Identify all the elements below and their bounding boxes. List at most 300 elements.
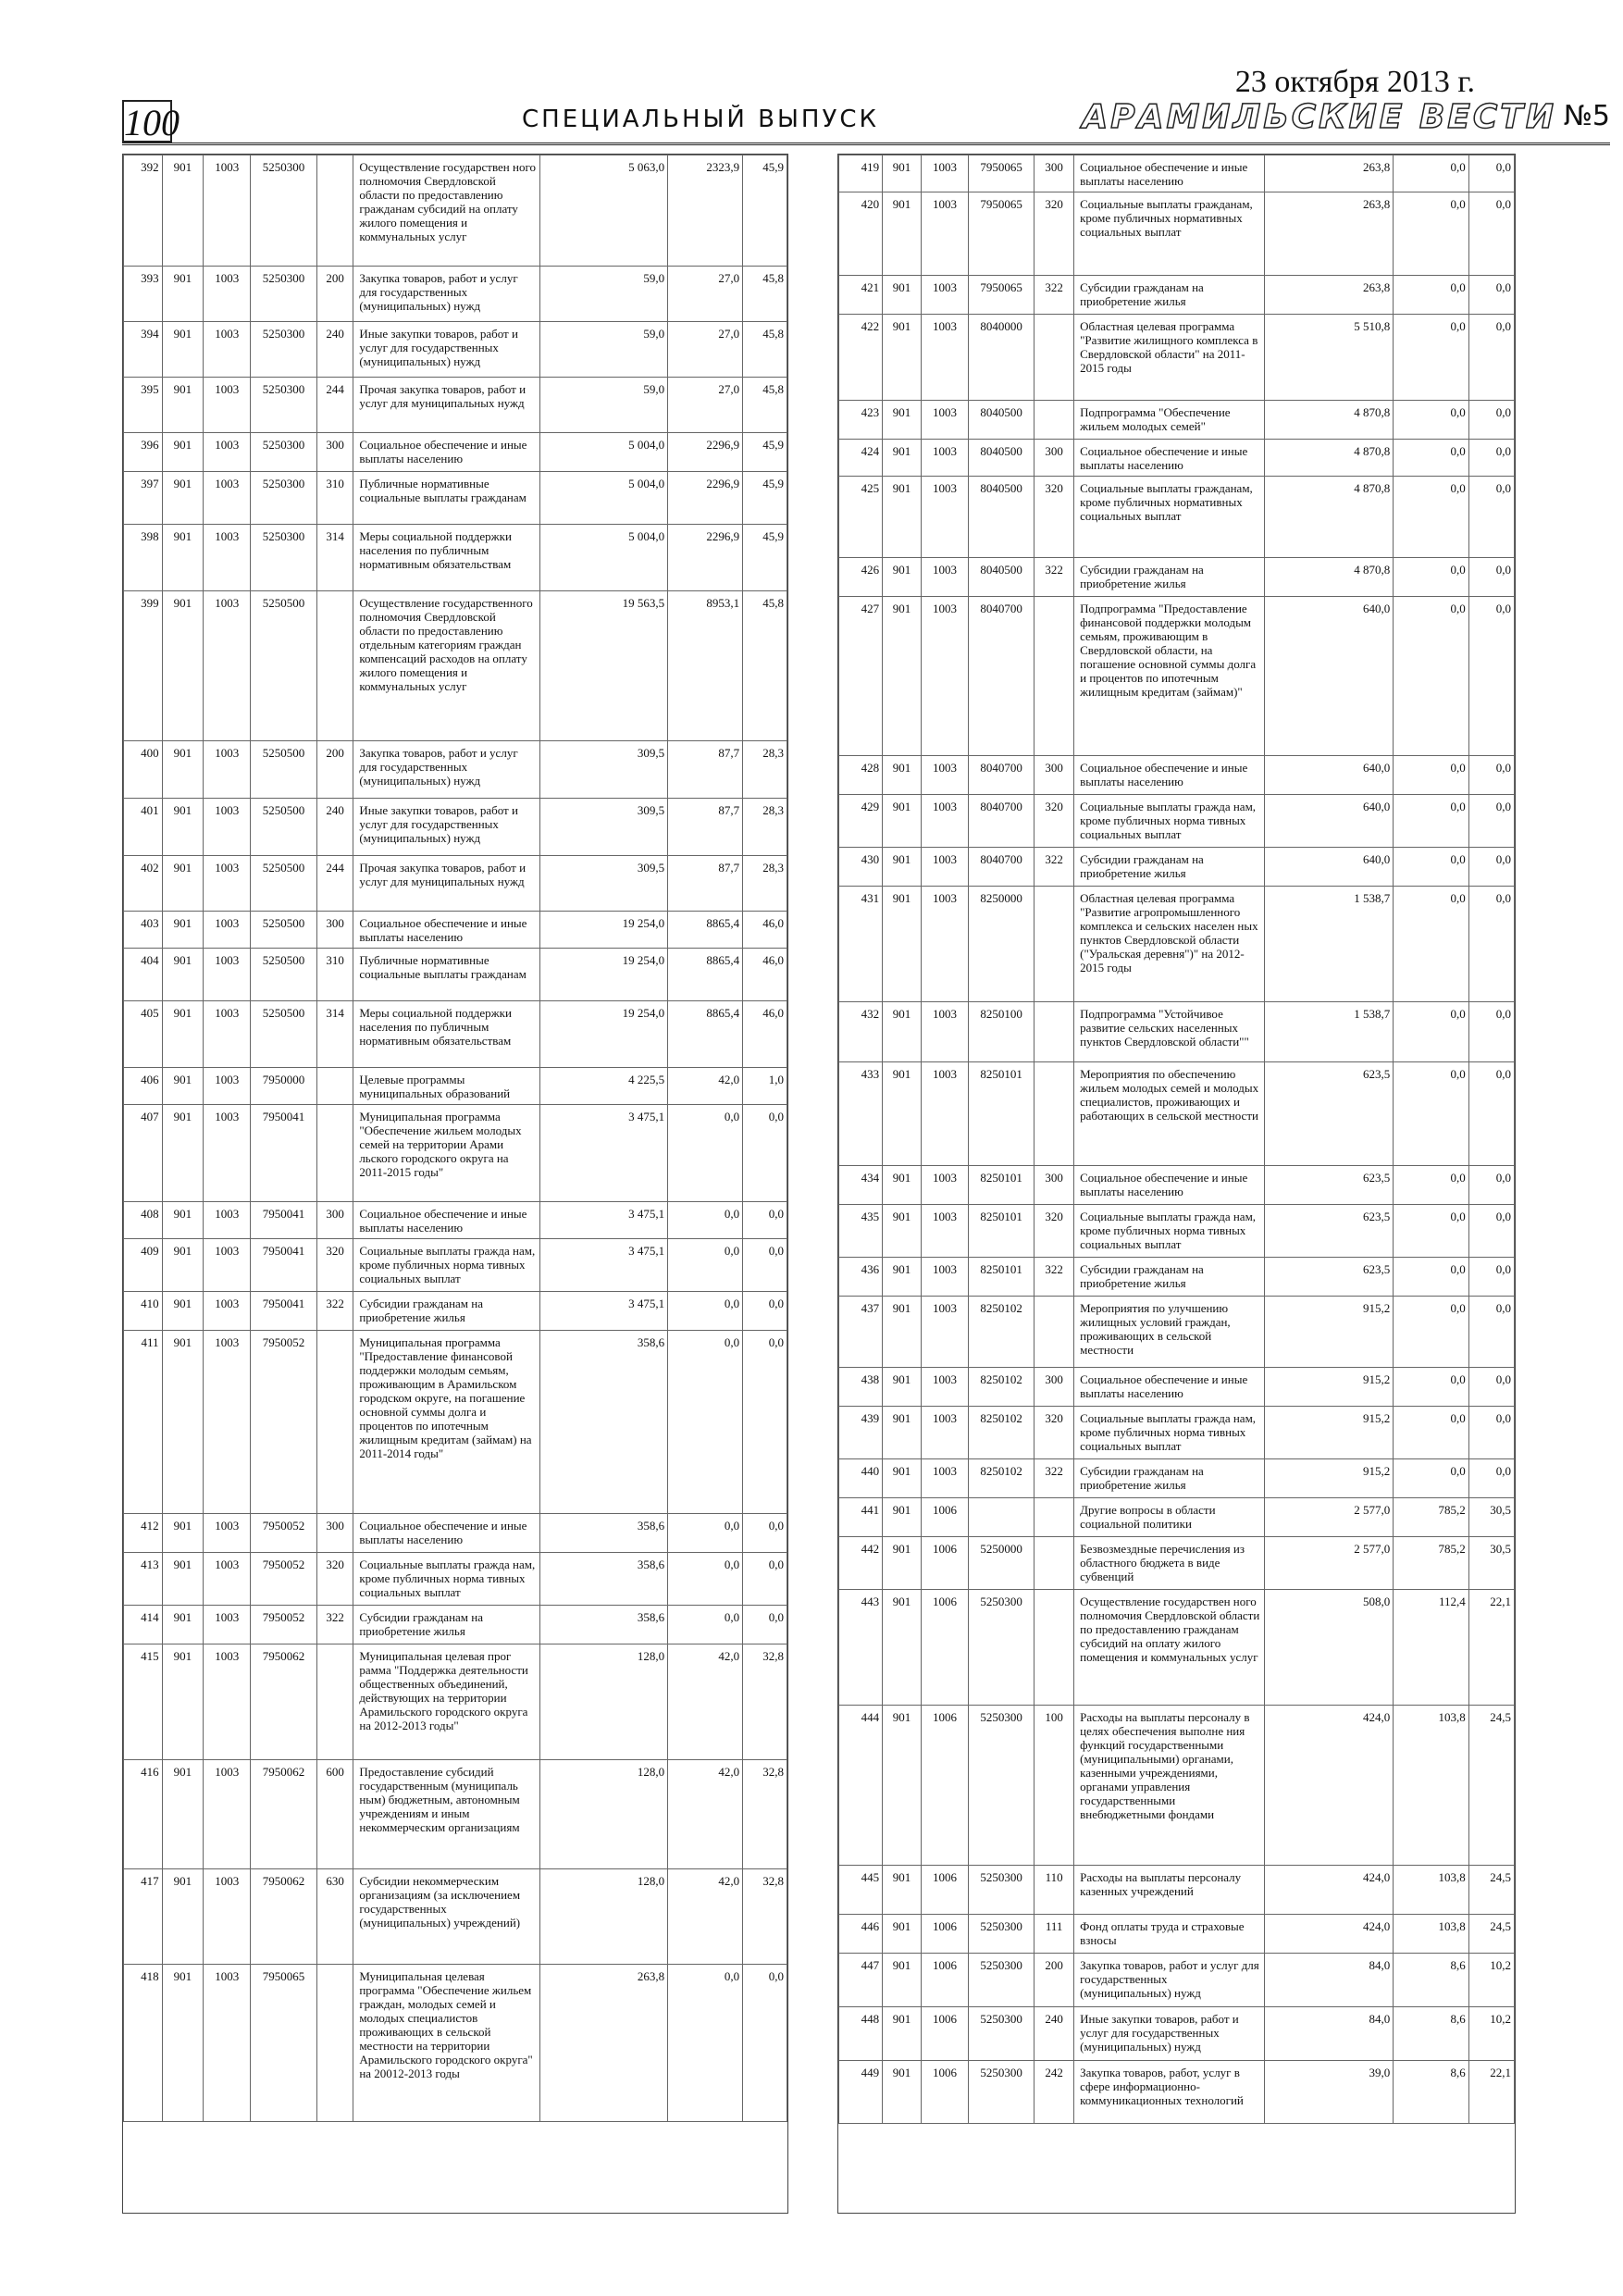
planned-amount-cell: 4 870,8 (1265, 477, 1394, 558)
section-code-cell: 1003 (921, 597, 968, 756)
department-code-cell: 901 (883, 1368, 922, 1407)
row-number-cell: 403 (124, 912, 163, 949)
description-cell: Прочая закупка товаров, работ и услуг для муниципальных нужд (353, 378, 540, 433)
department-code-cell: 901 (162, 949, 204, 1001)
row-number-cell: 418 (124, 1965, 163, 2122)
section-code-cell: 1003 (204, 1068, 251, 1105)
expense-type-cell (1035, 401, 1074, 440)
row-number-cell: 397 (124, 472, 163, 525)
executed-amount-cell: 27,0 (668, 378, 743, 433)
target-item-cell: 5250300 (969, 1954, 1035, 2007)
department-code-cell: 901 (883, 477, 922, 558)
executed-amount-cell: 0,0 (1394, 756, 1469, 795)
percent-cell: 24,5 (1468, 1915, 1514, 1954)
section-code-cell: 1003 (921, 276, 968, 315)
row-number-cell: 402 (124, 856, 163, 912)
target-item-cell: 7950062 (251, 1760, 317, 1869)
target-item-cell: 7950041 (251, 1292, 317, 1331)
department-code-cell: 901 (883, 848, 922, 887)
department-code-cell: 901 (162, 1869, 204, 1965)
planned-amount-cell: 309,5 (539, 799, 667, 856)
row-number-cell: 441 (839, 1498, 883, 1537)
department-code-cell: 901 (162, 1965, 204, 2122)
row-number-cell: 417 (124, 1869, 163, 1965)
row-number-cell: 430 (839, 848, 883, 887)
percent-cell: 0,0 (1468, 276, 1514, 315)
expense-type-cell (316, 1068, 353, 1105)
executed-amount-cell: 0,0 (668, 1606, 743, 1644)
table-row (839, 1590, 1515, 1706)
expense-type-cell: 300 (316, 433, 353, 472)
percent-cell: 46,0 (743, 912, 787, 949)
planned-amount-cell: 358,6 (539, 1606, 667, 1644)
target-item-cell: 5250300 (251, 525, 317, 591)
percent-cell: 0,0 (743, 1553, 787, 1606)
expense-type-cell: 244 (316, 378, 353, 433)
table-row (124, 1606, 787, 1644)
row-number-cell: 442 (839, 1537, 883, 1590)
department-code-cell: 901 (162, 1331, 204, 1514)
planned-amount-cell: 263,8 (1265, 276, 1394, 315)
department-code-cell: 901 (883, 192, 922, 276)
percent-cell: 24,5 (1468, 1706, 1514, 1866)
department-code-cell: 901 (883, 1498, 922, 1537)
target-item-cell: 5250300 (969, 1866, 1035, 1915)
percent-cell: 0,0 (1468, 887, 1514, 1002)
row-number-cell: 421 (839, 276, 883, 315)
description-cell: Подпрограмма "Устойчивое развитие сельских населенных пунктов Свердловской области"" (1074, 1002, 1265, 1062)
row-number-cell: 406 (124, 1068, 163, 1105)
executed-amount-cell: 0,0 (1394, 1297, 1469, 1368)
target-item-cell: 5250500 (251, 949, 317, 1001)
executed-amount-cell: 0,0 (1394, 1062, 1469, 1166)
expense-type-cell (316, 155, 353, 267)
target-item-cell: 7950065 (969, 155, 1035, 192)
description-cell: Прочая закупка товаров, работ и услуг для муниципальных нужд (353, 856, 540, 912)
department-code-cell: 901 (162, 799, 204, 856)
table-row (839, 1368, 1515, 1407)
planned-amount-cell: 5 510,8 (1265, 315, 1394, 401)
percent-cell: 0,0 (1468, 1407, 1514, 1459)
row-number-cell: 396 (124, 433, 163, 472)
row-number-cell: 422 (839, 315, 883, 401)
expense-type-cell (316, 1105, 353, 1202)
expense-type-cell: 314 (316, 1001, 353, 1068)
expense-type-cell: 111 (1035, 1915, 1074, 1954)
row-number-cell: 392 (124, 155, 163, 267)
planned-amount-cell: 5 004,0 (539, 433, 667, 472)
section-code-cell: 1006 (921, 1915, 968, 1954)
description-cell: Субсидии гражданам на приобретение жилья (1074, 1459, 1265, 1498)
description-cell: Социальное обеспечение и иные выплаты населению (1074, 155, 1265, 192)
section-code-cell: 1003 (204, 1202, 251, 1239)
target-item-cell: 7950065 (251, 1965, 317, 2122)
description-cell: Муниципальная целевая программа "Обеспечение жильем граждан, молодых семей и молодых специалистов проживающих в сельской местности на территории Арамильского городского округа" на 20012-2013 годы (353, 1965, 540, 2122)
description-cell: Мероприятия по улучшению жилищных условий граждан, проживающих в сельской местности (1074, 1297, 1265, 1368)
page-number-box: 100 (124, 102, 180, 143)
executed-amount-cell: 0,0 (668, 1331, 743, 1514)
section-code-cell: 1003 (921, 1258, 968, 1297)
description-cell: Субсидии гражданам на приобретение жилья (1074, 558, 1265, 597)
planned-amount-cell: 19 563,5 (539, 591, 667, 741)
department-code-cell: 901 (883, 1915, 922, 1954)
executed-amount-cell: 0,0 (668, 1239, 743, 1292)
target-item-cell: 8040500 (969, 440, 1035, 477)
budget-table-left (123, 155, 787, 2122)
expense-type-cell: 320 (1035, 477, 1074, 558)
expense-type-cell: 310 (316, 472, 353, 525)
percent-cell: 0,0 (1468, 848, 1514, 887)
executed-amount-cell: 42,0 (668, 1644, 743, 1760)
description-cell: Социальное обеспечение и иные выплаты населению (353, 912, 540, 949)
table-row (124, 1105, 787, 1202)
department-code-cell: 901 (883, 1166, 922, 1205)
expense-type-cell: 300 (316, 1514, 353, 1553)
expense-type-cell: 200 (316, 741, 353, 799)
executed-amount-cell: 103,8 (1394, 1866, 1469, 1915)
table-row (124, 1001, 787, 1068)
row-number-cell: 412 (124, 1514, 163, 1553)
section-code-cell: 1003 (204, 322, 251, 378)
department-code-cell: 901 (883, 1866, 922, 1915)
department-code-cell: 901 (162, 591, 204, 741)
row-number-cell: 409 (124, 1239, 163, 1292)
department-code-cell: 901 (162, 856, 204, 912)
planned-amount-cell: 39,0 (1265, 2061, 1394, 2124)
row-number-cell: 429 (839, 795, 883, 848)
description-cell: Публичные нормативные социальные выплаты гражданам (353, 472, 540, 525)
row-number-cell: 445 (839, 1866, 883, 1915)
table-row (124, 949, 787, 1001)
description-cell: Безвозмездные перечисления из областного бюджета в виде субвенций (1074, 1537, 1265, 1590)
table-row (839, 1866, 1515, 1915)
table-row (839, 597, 1515, 756)
table-row (124, 472, 787, 525)
expense-type-cell: 322 (1035, 1258, 1074, 1297)
department-code-cell: 901 (162, 472, 204, 525)
percent-cell: 0,0 (1468, 1368, 1514, 1407)
section-code-cell: 1003 (921, 1062, 968, 1166)
description-cell: Муниципальная программа "Предоставление финансовой поддержки молодым семьям, проживающим в Арамильском городском округе, на погашение основной суммы долга и процентов по ипотечным жилищным кредитам (займам) на 2011-2014 годы" (353, 1331, 540, 1514)
executed-amount-cell: 8,6 (1394, 2007, 1469, 2061)
row-number-cell: 439 (839, 1407, 883, 1459)
table-row (124, 267, 787, 322)
executed-amount-cell: 0,0 (1394, 1205, 1469, 1258)
section-code-cell: 1003 (204, 1553, 251, 1606)
table-row (839, 1205, 1515, 1258)
section-code-cell: 1003 (921, 401, 968, 440)
description-cell: Иные закупки товаров, работ и услуг для государственных (муниципальных) нужд (1074, 2007, 1265, 2061)
executed-amount-cell: 0,0 (668, 1292, 743, 1331)
row-number-cell: 408 (124, 1202, 163, 1239)
target-item-cell: 7950041 (251, 1202, 317, 1239)
department-code-cell: 901 (883, 2007, 922, 2061)
percent-cell: 45,9 (743, 525, 787, 591)
table-row (839, 440, 1515, 477)
planned-amount-cell: 623,5 (1265, 1205, 1394, 1258)
planned-amount-cell: 59,0 (539, 378, 667, 433)
table-row (839, 1297, 1515, 1368)
row-number-cell: 449 (839, 2061, 883, 2124)
percent-cell: 0,0 (743, 1606, 787, 1644)
section-code-cell: 1006 (921, 1866, 968, 1915)
executed-amount-cell: 0,0 (1394, 401, 1469, 440)
section-code-cell: 1003 (921, 1459, 968, 1498)
target-item-cell: 5250300 (251, 433, 317, 472)
expense-type-cell: 320 (316, 1553, 353, 1606)
department-code-cell: 901 (162, 741, 204, 799)
description-cell: Закупка товаров, работ и услуг для государственных (муниципальных) нужд (353, 741, 540, 799)
description-cell: Социальное обеспечение и иные выплаты населению (1074, 1368, 1265, 1407)
planned-amount-cell: 640,0 (1265, 795, 1394, 848)
department-code-cell: 901 (883, 597, 922, 756)
target-item-cell: 8250000 (969, 887, 1035, 1002)
description-cell: Фонд оплаты труда и страховые взносы (1074, 1915, 1265, 1954)
executed-amount-cell: 42,0 (668, 1869, 743, 1965)
department-code-cell: 901 (883, 2061, 922, 2124)
expense-type-cell: 300 (1035, 1166, 1074, 1205)
description-cell: Осуществление государственного полномочия Свердловской области по предоставлению отдельным категориям граждан компенсаций расходов на оплату жилого помещения и коммунальных услуг (353, 591, 540, 741)
row-number-cell: 393 (124, 267, 163, 322)
target-item-cell: 7950041 (251, 1239, 317, 1292)
target-item-cell: 8040700 (969, 756, 1035, 795)
percent-cell: 0,0 (1468, 1459, 1514, 1498)
row-number-cell: 407 (124, 1105, 163, 1202)
budget-table-right (838, 155, 1515, 2124)
row-number-cell: 398 (124, 525, 163, 591)
executed-amount-cell: 42,0 (668, 1068, 743, 1105)
row-number-cell: 404 (124, 949, 163, 1001)
description-cell: Мероприятия по обеспечению жильем молодых семей и молодых специалистов, проживающих и работающих в сельской местности (1074, 1062, 1265, 1166)
target-item-cell: 5250300 (969, 2007, 1035, 2061)
target-item-cell: 7950062 (251, 1869, 317, 1965)
table-row (124, 591, 787, 741)
table-row (124, 525, 787, 591)
section-code-cell: 1006 (921, 1954, 968, 2007)
section-code-cell: 1003 (921, 477, 968, 558)
target-item-cell: 7950065 (969, 192, 1035, 276)
target-item-cell (969, 1498, 1035, 1537)
target-item-cell: 7950052 (251, 1331, 317, 1514)
description-cell: Меры социальной поддержки населения по публичным нормативным обязательствам (353, 1001, 540, 1068)
percent-cell: 22,1 (1468, 2061, 1514, 2124)
planned-amount-cell: 4 870,8 (1265, 401, 1394, 440)
expense-type-cell (1035, 1590, 1074, 1706)
planned-amount-cell: 128,0 (539, 1644, 667, 1760)
department-code-cell: 901 (162, 525, 204, 591)
expense-type-cell: 200 (1035, 1954, 1074, 2007)
percent-cell: 32,8 (743, 1644, 787, 1760)
row-number-cell: 395 (124, 378, 163, 433)
target-item-cell: 8040700 (969, 597, 1035, 756)
row-number-cell: 427 (839, 597, 883, 756)
section-code-cell: 1003 (921, 795, 968, 848)
section-code-cell: 1003 (204, 525, 251, 591)
row-number-cell: 434 (839, 1166, 883, 1205)
department-code-cell: 901 (883, 1002, 922, 1062)
header-rule (122, 143, 1610, 145)
description-cell: Иные закупки товаров, работ и услуг для государственных (муниципальных) нужд (353, 322, 540, 378)
percent-cell: 32,8 (743, 1869, 787, 1965)
expense-type-cell: 300 (1035, 440, 1074, 477)
table-row (124, 1553, 787, 1606)
expense-type-cell: 110 (1035, 1866, 1074, 1915)
target-item-cell: 7950065 (969, 276, 1035, 315)
table-row (839, 2061, 1515, 2124)
planned-amount-cell: 640,0 (1265, 756, 1394, 795)
percent-cell: 0,0 (1468, 192, 1514, 276)
description-cell: Социальное обеспечение и иные выплаты населению (1074, 756, 1265, 795)
planned-amount-cell: 424,0 (1265, 1915, 1394, 1954)
section-code-cell: 1006 (921, 1498, 968, 1537)
expense-type-cell: 322 (316, 1292, 353, 1331)
section-code-cell: 1006 (921, 1590, 968, 1706)
section-code-cell: 1003 (921, 1205, 968, 1258)
table-row (124, 1068, 787, 1105)
table-row (839, 477, 1515, 558)
percent-cell: 10,2 (1468, 1954, 1514, 2007)
percent-cell: 0,0 (743, 1105, 787, 1202)
percent-cell: 0,0 (1468, 1297, 1514, 1368)
percent-cell: 0,0 (1468, 558, 1514, 597)
row-number-cell: 425 (839, 477, 883, 558)
description-cell: Расходы на выплаты персоналу казенных учреждений (1074, 1866, 1265, 1915)
description-cell: Субсидии гражданам на приобретение жилья (353, 1606, 540, 1644)
planned-amount-cell: 128,0 (539, 1869, 667, 1965)
planned-amount-cell: 19 254,0 (539, 1001, 667, 1068)
description-cell: Социальное обеспечение и иные выплаты населению (353, 1514, 540, 1553)
table-row (839, 1498, 1515, 1537)
planned-amount-cell: 358,6 (539, 1331, 667, 1514)
planned-amount-cell: 358,6 (539, 1553, 667, 1606)
planned-amount-cell: 59,0 (539, 322, 667, 378)
description-cell: Закупка товаров, работ, услуг в сфере информационно-коммуникационных технологий (1074, 2061, 1265, 2124)
planned-amount-cell: 4 870,8 (1265, 558, 1394, 597)
percent-cell: 0,0 (1468, 1062, 1514, 1166)
description-cell: Социальные выплаты гражда нам, кроме публичных норма тивных социальных выплат (353, 1553, 540, 1606)
section-code-cell: 1003 (921, 1368, 968, 1407)
department-code-cell: 901 (883, 1258, 922, 1297)
department-code-cell: 901 (883, 1407, 922, 1459)
expense-type-cell: 320 (1035, 795, 1074, 848)
executed-amount-cell: 8953,1 (668, 591, 743, 741)
planned-amount-cell: 640,0 (1265, 597, 1394, 756)
row-number-cell: 405 (124, 1001, 163, 1068)
expense-type-cell: 314 (316, 525, 353, 591)
department-code-cell: 901 (883, 558, 922, 597)
target-item-cell: 7950052 (251, 1606, 317, 1644)
expense-type-cell: 200 (316, 267, 353, 322)
description-cell: Субсидии некоммерческим организациям (за исключением государственных (муниципальных) учреждений) (353, 1869, 540, 1965)
row-number-cell: 436 (839, 1258, 883, 1297)
description-cell: Социальные выплаты гражданам, кроме публичных нормативных социальных выплат (1074, 192, 1265, 276)
executed-amount-cell: 87,7 (668, 799, 743, 856)
department-code-cell: 901 (883, 1706, 922, 1866)
section-code-cell: 1003 (921, 1297, 968, 1368)
percent-cell: 46,0 (743, 1001, 787, 1068)
target-item-cell: 7950052 (251, 1553, 317, 1606)
section-code-cell: 1003 (204, 591, 251, 741)
executed-amount-cell: 2323,9 (668, 155, 743, 267)
row-number-cell: 416 (124, 1760, 163, 1869)
percent-cell: 24,5 (1468, 1866, 1514, 1915)
row-number-cell: 426 (839, 558, 883, 597)
expense-type-cell: 300 (316, 912, 353, 949)
percent-cell: 0,0 (743, 1292, 787, 1331)
description-cell: Меры социальной поддержки населения по публичным нормативным обязательствам (353, 525, 540, 591)
expense-type-cell: 320 (316, 1239, 353, 1292)
planned-amount-cell: 309,5 (539, 856, 667, 912)
expense-type-cell (1035, 1062, 1074, 1166)
description-cell: Социальные выплаты гражда нам, кроме публичных норма тивных социальных выплат (1074, 795, 1265, 848)
row-number-cell: 431 (839, 887, 883, 1002)
department-code-cell: 901 (162, 1292, 204, 1331)
executed-amount-cell: 8865,4 (668, 912, 743, 949)
right-table-body (839, 155, 1515, 2124)
expense-type-cell: 300 (1035, 756, 1074, 795)
expense-type-cell (1035, 1002, 1074, 1062)
percent-cell: 0,0 (1468, 756, 1514, 795)
expense-type-cell: 320 (1035, 192, 1074, 276)
percent-cell: 45,8 (743, 591, 787, 741)
target-item-cell: 5250300 (251, 378, 317, 433)
percent-cell: 0,0 (743, 1965, 787, 2122)
description-cell: Осуществление государствен ного полномочия Свердловской области по предоставлению гражданам субсидий на оплату жилого помещения и коммунальных услуг (353, 155, 540, 267)
planned-amount-cell: 358,6 (539, 1514, 667, 1553)
planned-amount-cell: 424,0 (1265, 1866, 1394, 1915)
expense-type-cell: 630 (316, 1869, 353, 1965)
expense-type-cell (1035, 597, 1074, 756)
expense-type-cell (1035, 315, 1074, 401)
target-item-cell: 5250300 (969, 2061, 1035, 2124)
row-number-cell: 437 (839, 1297, 883, 1368)
description-cell: Социальные выплаты гражда нам, кроме публичных норма тивных социальных выплат (1074, 1407, 1265, 1459)
executed-amount-cell: 0,0 (1394, 1258, 1469, 1297)
expense-type-cell: 242 (1035, 2061, 1074, 2124)
department-code-cell: 901 (162, 155, 204, 267)
table-row (839, 155, 1515, 192)
table-row (839, 887, 1515, 1002)
target-item-cell: 5250000 (969, 1537, 1035, 1590)
percent-cell: 10,2 (1468, 2007, 1514, 2061)
executed-amount-cell: 0,0 (1394, 192, 1469, 276)
planned-amount-cell: 5 063,0 (539, 155, 667, 267)
planned-amount-cell: 3 475,1 (539, 1105, 667, 1202)
executed-amount-cell: 0,0 (1394, 276, 1469, 315)
description-cell: Публичные нормативные социальные выплаты гражданам (353, 949, 540, 1001)
executed-amount-cell: 8865,4 (668, 949, 743, 1001)
table-row (839, 315, 1515, 401)
table-row (124, 1239, 787, 1292)
executed-amount-cell: 8865,4 (668, 1001, 743, 1068)
planned-amount-cell: 19 254,0 (539, 949, 667, 1001)
department-code-cell: 901 (162, 1606, 204, 1644)
table-row (124, 1965, 787, 2122)
description-cell: Социальное обеспечение и иные выплаты населению (353, 1202, 540, 1239)
planned-amount-cell: 5 004,0 (539, 472, 667, 525)
percent-cell: 28,3 (743, 799, 787, 856)
table-row (839, 1915, 1515, 1954)
row-number-cell: 401 (124, 799, 163, 856)
planned-amount-cell: 424,0 (1265, 1706, 1394, 1866)
target-item-cell: 7950062 (251, 1644, 317, 1760)
row-number-cell: 443 (839, 1590, 883, 1706)
section-code-cell: 1003 (204, 741, 251, 799)
target-item-cell: 8250101 (969, 1258, 1035, 1297)
section-code-cell: 1003 (204, 1292, 251, 1331)
target-item-cell: 8040500 (969, 477, 1035, 558)
table-row (839, 1258, 1515, 1297)
